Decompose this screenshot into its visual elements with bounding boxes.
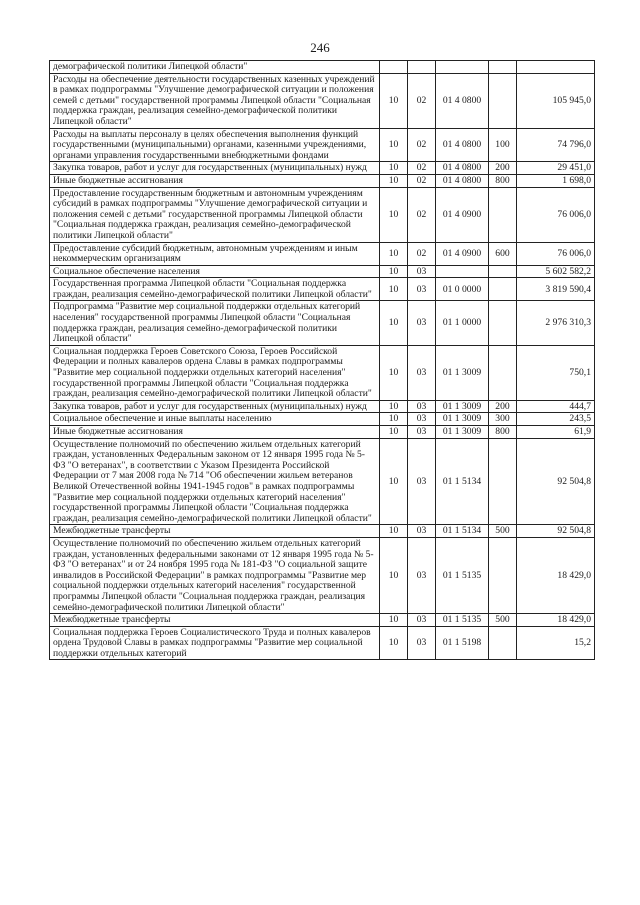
- row-amount: 92 504,8: [517, 438, 595, 525]
- row-amount: 1 698,0: [517, 174, 595, 187]
- row-subsection: 02: [408, 187, 436, 242]
- budget-table: [49, 60, 595, 660]
- row-section: 10: [380, 242, 408, 265]
- row-section: 10: [380, 400, 408, 413]
- row-section: 10: [380, 413, 408, 426]
- row-expense-type: [489, 345, 517, 400]
- row-target-code: 01 4 0800: [436, 128, 489, 162]
- row-target-code: [436, 61, 489, 74]
- row-subsection: 03: [408, 537, 436, 613]
- row-target-code: 01 4 0800: [436, 73, 489, 128]
- row-target-code: 01 0 0000: [436, 278, 489, 301]
- row-target-code: 01 1 3009: [436, 400, 489, 413]
- row-target-code: 01 1 3009: [436, 413, 489, 426]
- row-expense-type: 300: [489, 413, 517, 426]
- row-description: Подпрограмма "Развитие мер социальной поддержки отдельных категорий населения" государственной программы Липецкой области "Социальная поддержка граждан, реализация семейно-демографической политики Липецкой области": [50, 301, 380, 345]
- table-row: [50, 426, 595, 439]
- row-subsection: 03: [408, 438, 436, 525]
- row-amount: 444,7: [517, 400, 595, 413]
- row-expense-type: [489, 626, 517, 660]
- row-description: Осуществление полномочий по обеспечению жильем отдельных категорий граждан, установленных федеральными законами от 12 января 1995 года № 5-ФЗ "О ветеранах" и от 24 ноября 1995 года № 181-ФЗ "О социальной защите инвалидов в Российской Федерации" в рамках подпрограммы "Развитие мер социальной поддержки отдельных категорий населения" государственной программы Липецкой области "Социальная поддержка граждан, реализация семейно-демографической политики Липецкой области": [50, 537, 380, 613]
- row-expense-type: [489, 187, 517, 242]
- row-amount: 243,5: [517, 413, 595, 426]
- row-description: Расходы на выплаты персоналу в целях обеспечения выполнения функций государственными (муниципальными) органами, казенными учреждениями, органами управления государственными внебюджетными фондами: [50, 128, 380, 162]
- row-target-code: 01 1 3009: [436, 345, 489, 400]
- row-amount: 2 976 310,3: [517, 301, 595, 345]
- row-amount: 15,2: [517, 626, 595, 660]
- row-expense-type: 100: [489, 128, 517, 162]
- table-row: [50, 345, 595, 400]
- table-row: [50, 413, 595, 426]
- row-expense-type: 200: [489, 162, 517, 175]
- row-description: Социальная поддержка Героев Социалистического Труда и полных кавалеров ордена Трудовой Славы в рамках подпрограммы "Развитие мер социальной поддержки отдельных категорий: [50, 626, 380, 660]
- row-subsection: 03: [408, 525, 436, 538]
- table-row: [50, 626, 595, 660]
- row-description: Социальная поддержка Героев Советского Союза, Героев Российской Федерации и полных кавалеров ордена Славы в рамках подпрограммы "Развитие мер социальной поддержки отдельных категорий населения" государственной программы Липецкой области "Социальная поддержка граждан, реализация семейно-демографической политики Липецкой области": [50, 345, 380, 400]
- row-subsection: 02: [408, 73, 436, 128]
- row-amount: 3 819 590,4: [517, 278, 595, 301]
- row-expense-type: [489, 537, 517, 613]
- row-expense-type: [489, 438, 517, 525]
- table-row: [50, 438, 595, 525]
- row-subsection: 02: [408, 162, 436, 175]
- row-description: Иные бюджетные ассигнования: [50, 174, 380, 187]
- row-expense-type: [489, 278, 517, 301]
- row-target-code: 01 1 5198: [436, 626, 489, 660]
- table-row: [50, 61, 595, 74]
- row-amount: 74 796,0: [517, 128, 595, 162]
- row-amount: 61,9: [517, 426, 595, 439]
- row-description: Государственная программа Липецкой области "Социальная поддержка граждан, реализация семейно-демографической политики Липецкой области": [50, 278, 380, 301]
- row-target-code: 01 1 3009: [436, 426, 489, 439]
- row-subsection: 03: [408, 614, 436, 627]
- row-subsection: 03: [408, 301, 436, 345]
- row-expense-type: 200: [489, 400, 517, 413]
- row-description: Предоставление субсидий бюджетным, автономным учреждениям и иным некоммерческим организациям: [50, 242, 380, 265]
- row-description: Закупка товаров, работ и услуг для государственных (муниципальных) нужд: [50, 400, 380, 413]
- row-section: [380, 61, 408, 74]
- row-subsection: 02: [408, 242, 436, 265]
- table-row: [50, 525, 595, 538]
- row-description: Межбюджетные трансферты: [50, 614, 380, 627]
- row-description: демографической политики Липецкой области": [50, 61, 380, 74]
- row-subsection: 03: [408, 413, 436, 426]
- row-expense-type: 500: [489, 614, 517, 627]
- row-description: Межбюджетные трансферты: [50, 525, 380, 538]
- row-section: 10: [380, 128, 408, 162]
- row-amount: 105 945,0: [517, 73, 595, 128]
- row-amount: 5 602 582,2: [517, 265, 595, 278]
- row-description: Расходы на обеспечение деятельности государственных казенных учреждений в рамках подпрограммы "Улучшение демографической ситуации и положения семей с детьми" государственной программы Липецкой области "Социальная поддержка граждан, реализация семейно-демографической политики Липецкой области": [50, 73, 380, 128]
- row-target-code: 01 1 5134: [436, 438, 489, 525]
- row-amount: 750,1: [517, 345, 595, 400]
- row-target-code: 01 1 5134: [436, 525, 489, 538]
- row-target-code: 01 1 5135: [436, 537, 489, 613]
- row-section: 10: [380, 426, 408, 439]
- row-expense-type: 800: [489, 174, 517, 187]
- table-row: [50, 187, 595, 242]
- row-subsection: 03: [408, 626, 436, 660]
- row-description: Закупка товаров, работ и услуг для государственных (муниципальных) нужд: [50, 162, 380, 175]
- row-amount: 29 451,0: [517, 162, 595, 175]
- row-subsection: [408, 61, 436, 74]
- row-subsection: 03: [408, 278, 436, 301]
- table-row: [50, 265, 595, 278]
- row-target-code: 01 1 5135: [436, 614, 489, 627]
- table-row: [50, 614, 595, 627]
- row-expense-type: [489, 265, 517, 278]
- table-row: [50, 128, 595, 162]
- row-target-code: 01 4 0900: [436, 242, 489, 265]
- row-subsection: 03: [408, 426, 436, 439]
- table-row: [50, 400, 595, 413]
- row-amount: 18 429,0: [517, 614, 595, 627]
- table-row: [50, 537, 595, 613]
- table-row: [50, 278, 595, 301]
- row-expense-type: 600: [489, 242, 517, 265]
- row-section: 10: [380, 265, 408, 278]
- row-section: 10: [380, 301, 408, 345]
- row-target-code: 01 4 0900: [436, 187, 489, 242]
- row-section: 10: [380, 626, 408, 660]
- row-section: 10: [380, 73, 408, 128]
- row-section: 10: [380, 162, 408, 175]
- row-section: 10: [380, 525, 408, 538]
- row-description: Социальное обеспечение населения: [50, 265, 380, 278]
- row-amount: 76 006,0: [517, 187, 595, 242]
- table-row: [50, 73, 595, 128]
- row-section: 10: [380, 537, 408, 613]
- budget-table-body: [50, 61, 595, 660]
- row-section: 10: [380, 438, 408, 525]
- row-subsection: 02: [408, 174, 436, 187]
- table-row: [50, 242, 595, 265]
- row-section: 10: [380, 614, 408, 627]
- row-description: Осуществление полномочий по обеспечению жильем отдельных категорий граждан, установленных Федеральным законом от 12 января 1995 года № 5-ФЗ "О ветеранах", в соответствии с Указом Президента Российской Федерации от 7 мая 2008 года № 714 "Об обеспечении жильем ветеранов Великой Отечественной войны 1941-1945 годов" в рамках подпрограммы "Развитие мер социальной поддержки отдельных категорий населения" государственной программы Липецкой области "Социальная поддержка граждан, реализация семейно-демографической политики Липецкой области": [50, 438, 380, 525]
- table-row: [50, 174, 595, 187]
- row-target-code: 01 4 0800: [436, 174, 489, 187]
- row-expense-type: [489, 73, 517, 128]
- row-subsection: 03: [408, 400, 436, 413]
- row-amount: 92 504,8: [517, 525, 595, 538]
- row-amount: 18 429,0: [517, 537, 595, 613]
- row-description: Иные бюджетные ассигнования: [50, 426, 380, 439]
- row-amount: 76 006,0: [517, 242, 595, 265]
- row-expense-type: 800: [489, 426, 517, 439]
- row-amount: [517, 61, 595, 74]
- row-description: Социальное обеспечение и иные выплаты населению: [50, 413, 380, 426]
- row-section: 10: [380, 174, 408, 187]
- row-expense-type: 500: [489, 525, 517, 538]
- row-target-code: 01 4 0800: [436, 162, 489, 175]
- row-subsection: 03: [408, 265, 436, 278]
- table-row: [50, 301, 595, 345]
- row-expense-type: [489, 61, 517, 74]
- row-subsection: 02: [408, 128, 436, 162]
- table-row: [50, 162, 595, 175]
- row-description: Предоставление государственным бюджетным и автономным учреждениям субсидий в рамках подпрограммы "Улучшение демографической ситуации и положения семей с детьми" государственной программы Липецкой области "Социальная поддержка граждан, реализация семейно-демографической политики Липецкой области": [50, 187, 380, 242]
- row-section: 10: [380, 345, 408, 400]
- row-section: 10: [380, 187, 408, 242]
- row-subsection: 03: [408, 345, 436, 400]
- page-number: 246: [310, 40, 330, 55]
- row-section: 10: [380, 278, 408, 301]
- row-target-code: 01 1 0000: [436, 301, 489, 345]
- row-target-code: [436, 265, 489, 278]
- row-expense-type: [489, 301, 517, 345]
